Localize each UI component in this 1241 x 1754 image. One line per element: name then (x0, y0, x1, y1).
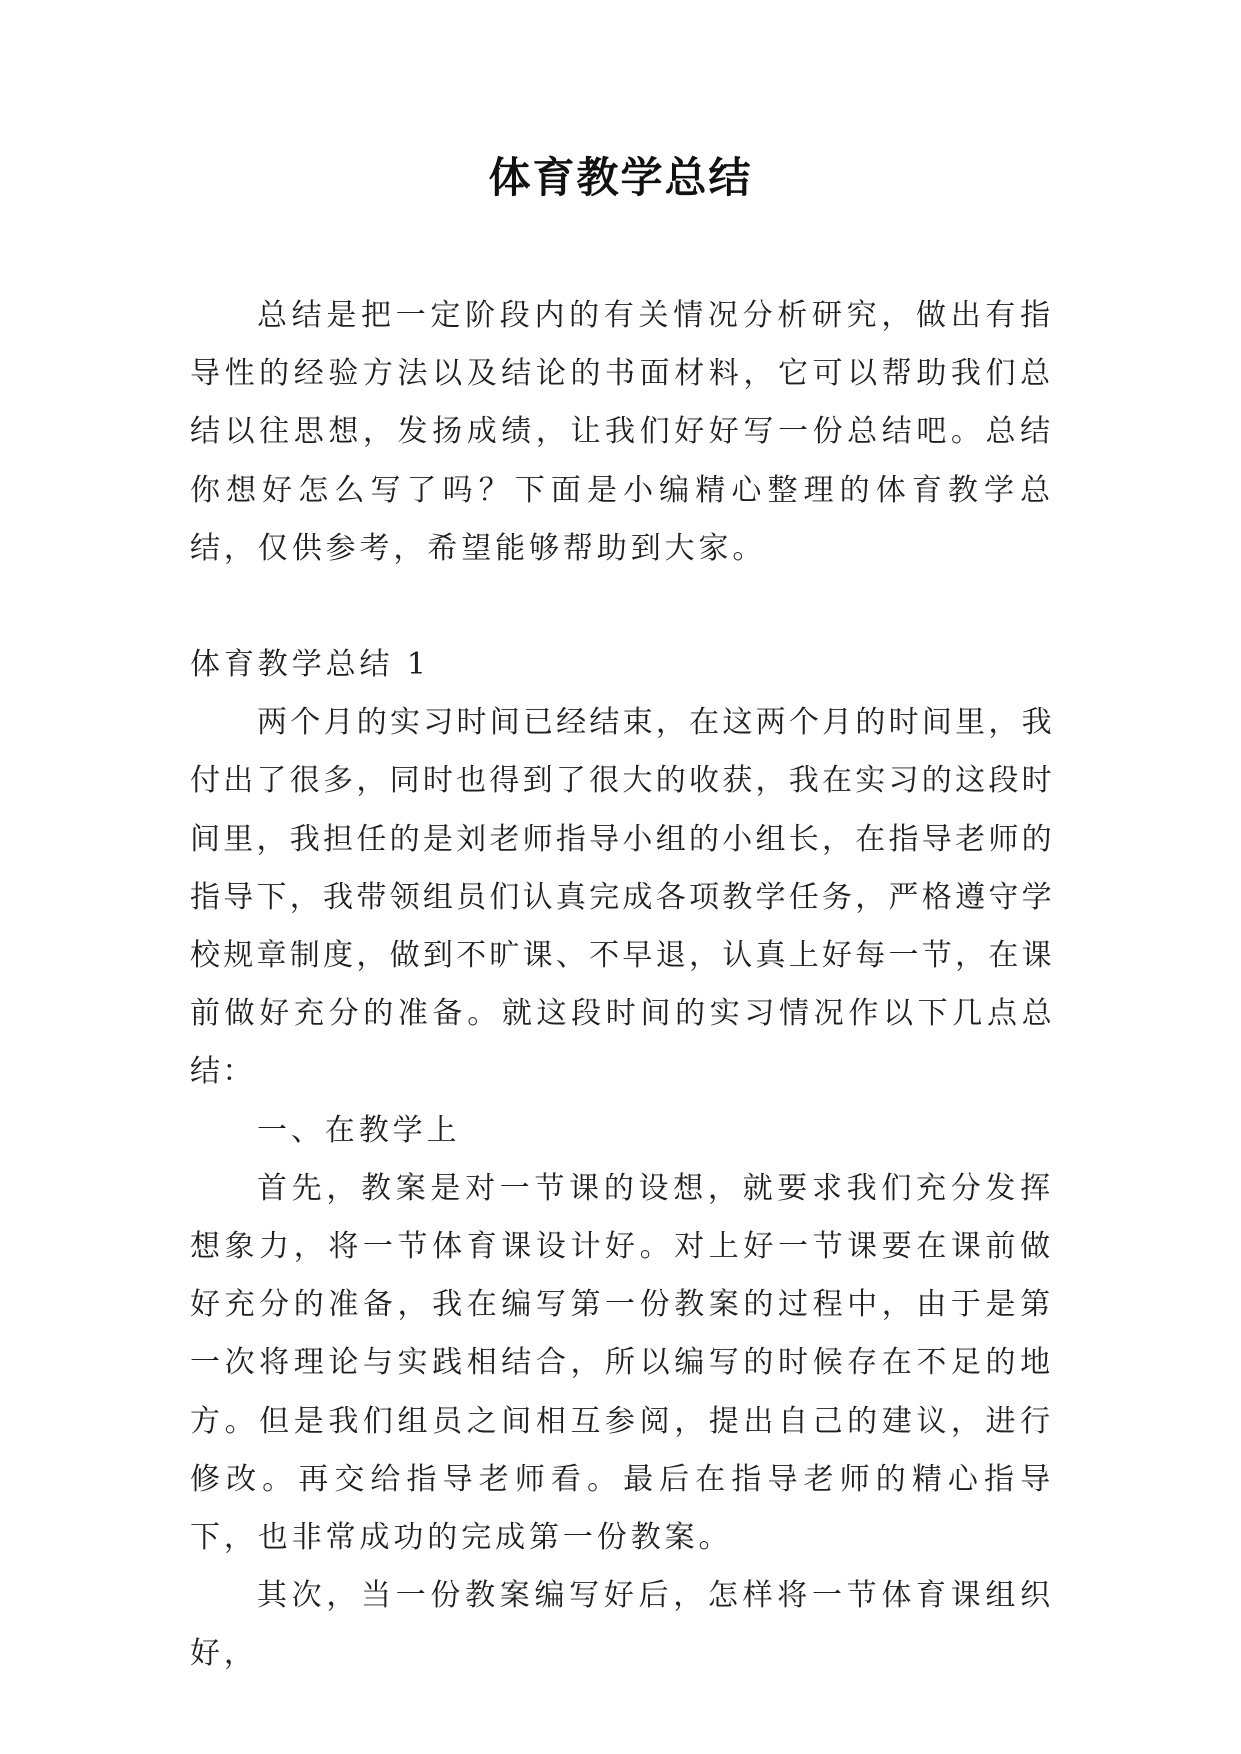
intro-paragraph: 总结是把一定阶段内的有关情况分析研究，做出有指导性的经验方法以及结论的书面材料，它可以帮助我们总结以往思想，发扬成绩，让我们好好写一份总结吧。总结你想好怎么写了吗？下面是小编精心整理的体育教学总结，仅供参考，希望能够帮助到大家。 (190, 298, 1054, 566)
document-title: 体育教学总结 (488, 153, 753, 202)
document-body (190, 287, 1054, 1684)
section-heading: 体育教学总结 1 (190, 647, 430, 683)
subsection-heading: 一、在教学上 (257, 1112, 461, 1148)
body-paragraph: 首先，教案是对一节课的设想，就要求我们充分发挥想象力，将一节体育课设计好。对上好一节课要在课前做好充分的准备，我在编写第一份教案的过程中，由于是第一次将理论与实践相结合，所以编写的时候存在不足的地方。但是我们组员之间相互参阅，提出自己的建议，进行修改。再交给指导老师看。最后在指导老师的精心指导下，也非常成功的完成第一份教案。 (190, 1170, 1054, 1556)
body-paragraph: 两个月的实习时间已经结束，在这两个月的时间里，我付出了很多，同时也得到了很大的收获，我在实习的这段时间里，我担任的是刘老师指导小组的小组长，在指导老师的指导下，我带领组员们认真完成各项教学任务，严格遵守学校规章制度，做到不旷课、不早退，认真上好每一节，在课前做好充分的准备。就这段时间的实习情况作以下几点总结： (190, 705, 1054, 1090)
body-paragraph: 其次，当一份教案编写好后，怎样将一节体育课组织好， (190, 1578, 1054, 1672)
